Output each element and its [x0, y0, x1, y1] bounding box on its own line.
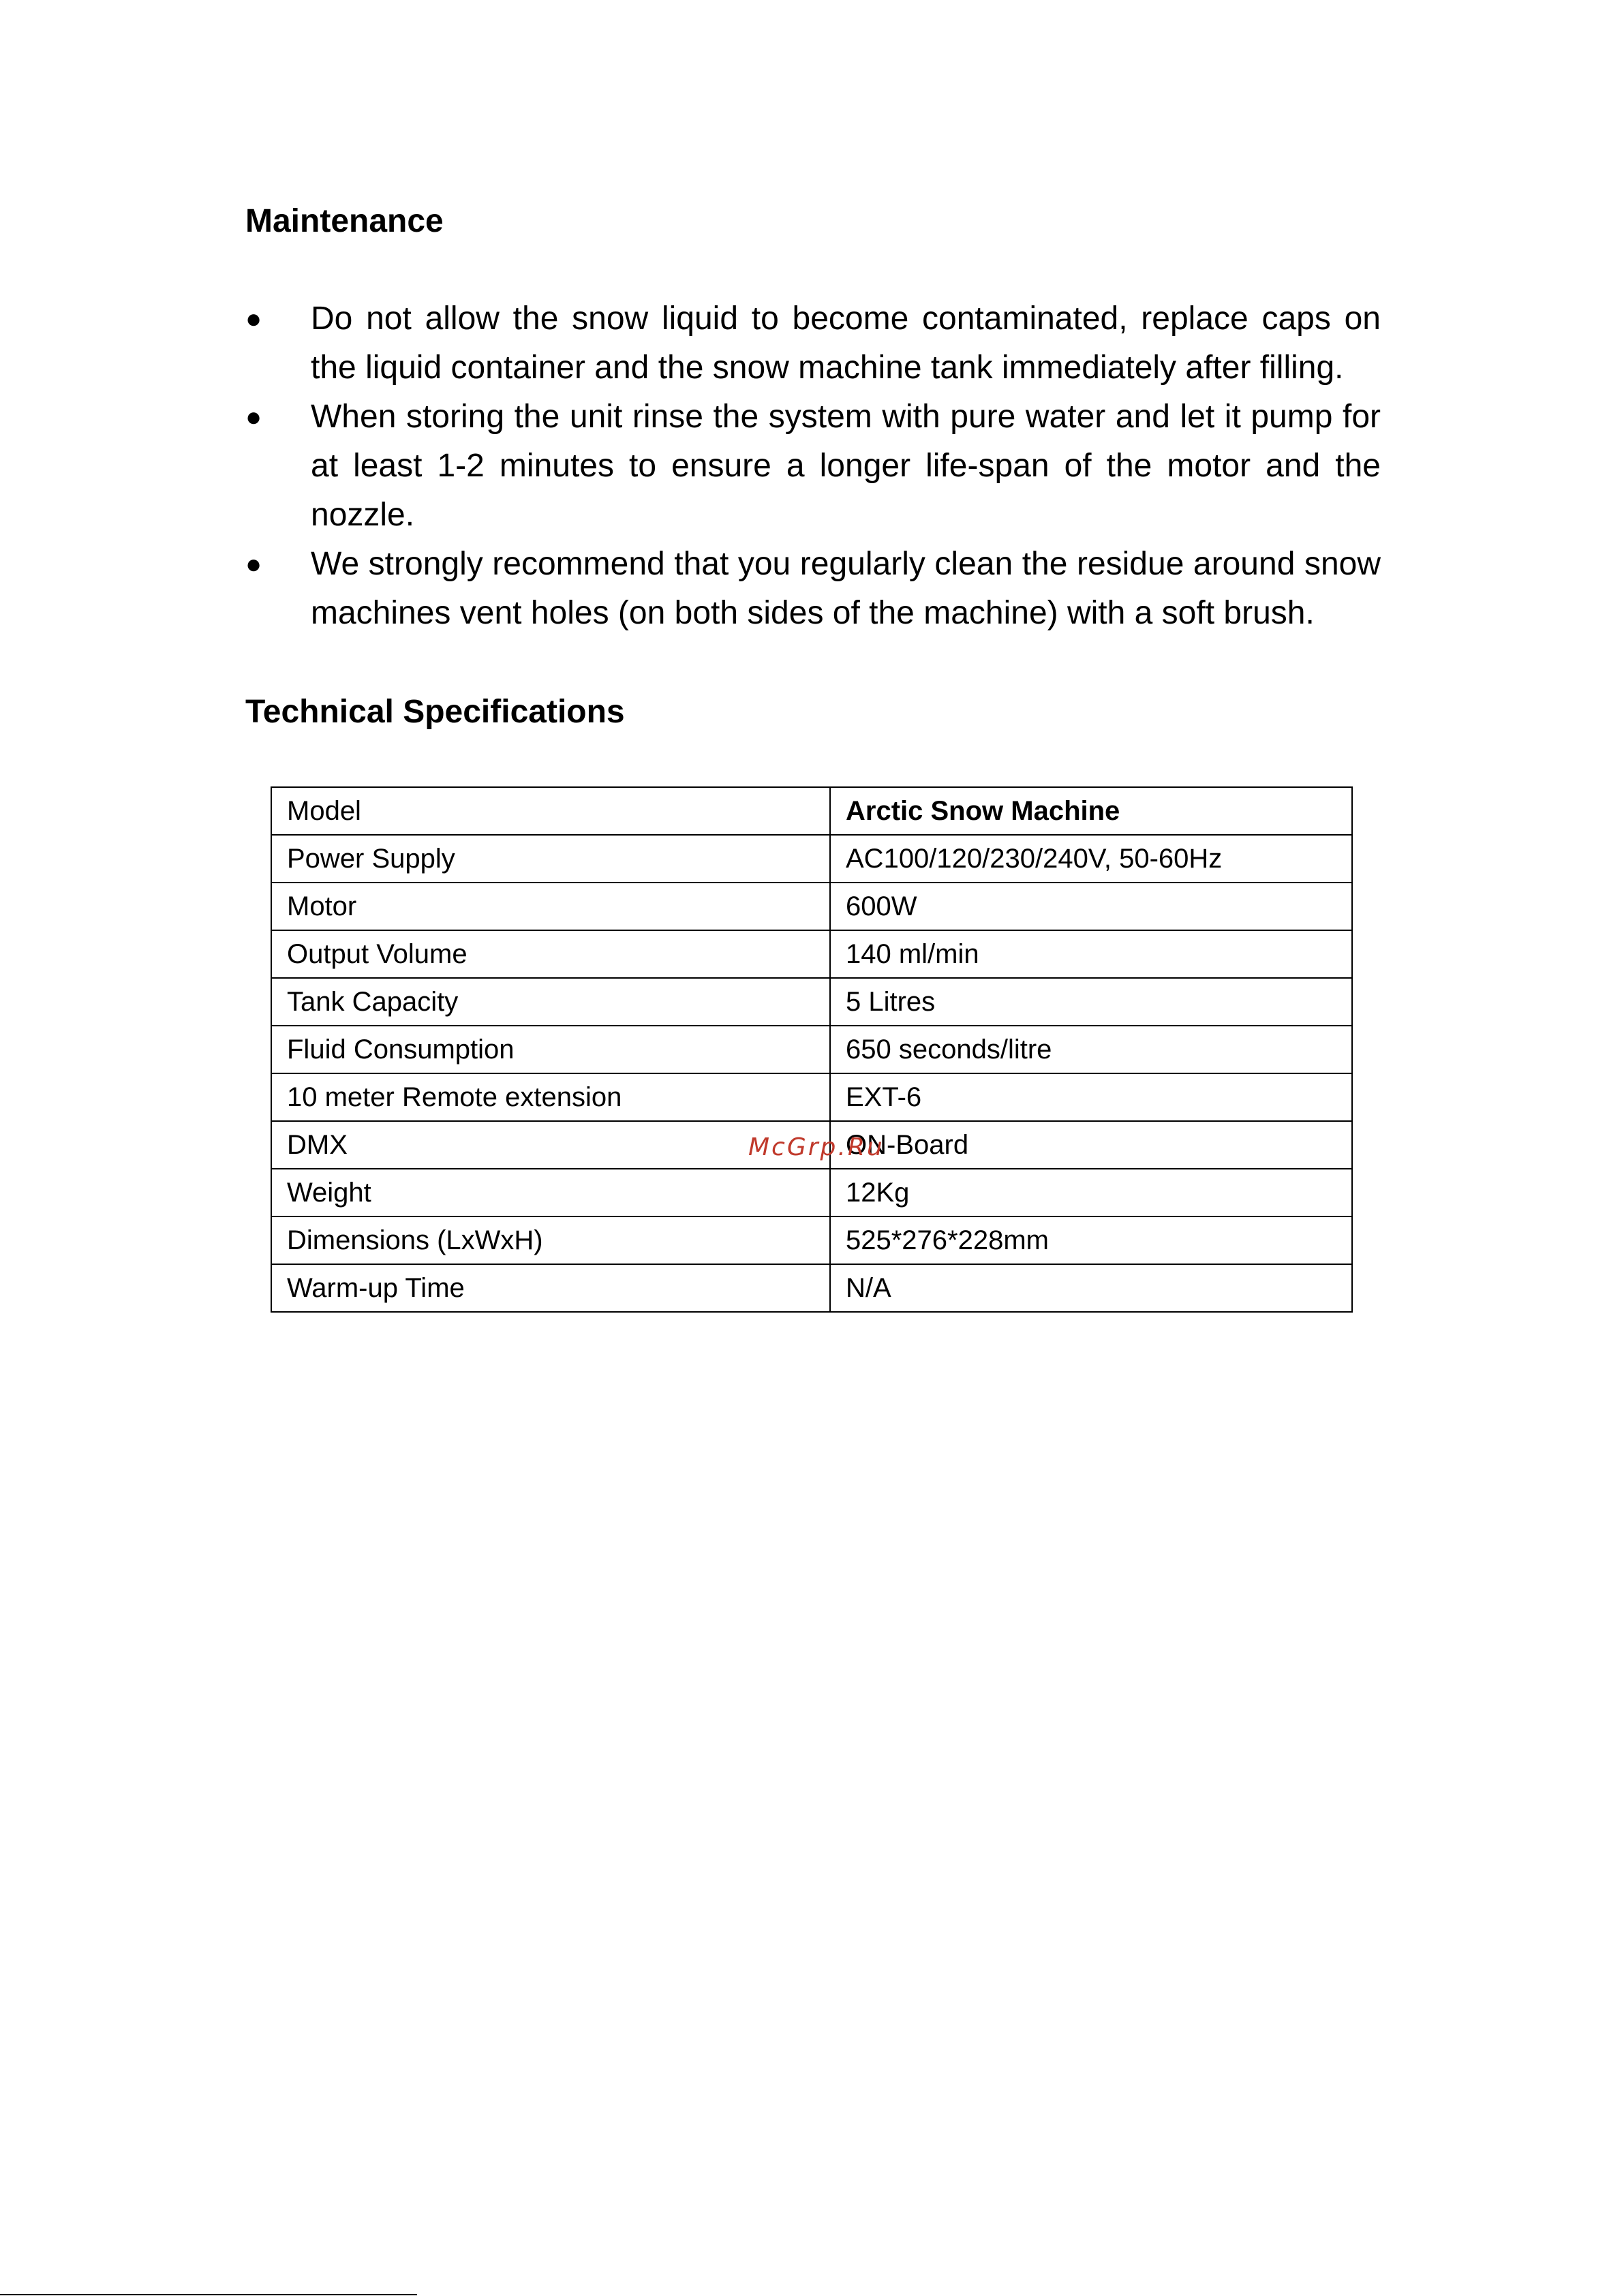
table-row: [271, 883, 1352, 930]
table-row: [271, 1264, 1352, 1312]
table-row: [271, 787, 1352, 835]
spec-value: 525*276*228mm: [830, 1216, 1352, 1264]
spec-label: Tank Capacity: [271, 978, 830, 1026]
spec-value: EXT-6: [830, 1073, 1352, 1121]
spec-label: Dimensions (LxWxH): [271, 1216, 830, 1264]
bullet-text: When storing the unit rinse the system with pure water and let it pump for at least 1-2 minutes to ensure a longer life-span of the motor and the nozzle.: [311, 399, 1381, 533]
watermark: McGrp.Ru: [748, 1133, 885, 1161]
spec-value: 5 Litres: [830, 978, 1352, 1026]
table-row: [271, 1169, 1352, 1216]
table-row: [271, 835, 1352, 883]
spec-label: Model: [271, 787, 830, 835]
table-row: [271, 930, 1352, 978]
bullet-icon: ●: [245, 304, 262, 334]
spec-value: Arctic Snow Machine: [830, 787, 1352, 835]
specifications-table: [271, 786, 1353, 1313]
bullet-text: Do not allow the snow liquid to become contaminated, replace caps on the liquid container and the snow machine tank immediately after filling.: [311, 301, 1381, 386]
bullet-text: We strongly recommend that you regularly clean the residue around snow machines vent holes (on both sides of the machine) with a soft brush.: [311, 546, 1381, 631]
footer-divider: [0, 2294, 417, 2295]
table-row: [271, 978, 1352, 1026]
list-item: [245, 540, 1381, 638]
spec-label: Motor: [271, 883, 830, 930]
spec-value: 140 ml/min: [830, 930, 1352, 978]
spec-value: 650 seconds/litre: [830, 1026, 1352, 1073]
bullet-icon: ●: [245, 402, 262, 432]
specifications-heading: Technical Specifications: [245, 694, 625, 730]
table-row: [271, 1073, 1352, 1121]
spec-label: Weight: [271, 1169, 830, 1216]
spec-label: DMX: [271, 1121, 830, 1169]
list-item: [245, 393, 1381, 540]
maintenance-heading: Maintenance: [245, 203, 444, 239]
spec-label: Fluid Consumption: [271, 1026, 830, 1073]
maintenance-list: [245, 294, 1381, 638]
spec-label: Warm-up Time: [271, 1264, 830, 1312]
table-row: [271, 1026, 1352, 1073]
spec-value: 600W: [830, 883, 1352, 930]
table-row: [271, 1216, 1352, 1264]
spec-label: Power Supply: [271, 835, 830, 883]
spec-value: N/A: [830, 1264, 1352, 1312]
spec-value: ON-Board: [830, 1121, 1352, 1169]
list-item: [245, 294, 1381, 393]
spec-value: 12Kg: [830, 1169, 1352, 1216]
spec-label: Output Volume: [271, 930, 830, 978]
spec-label: 10 meter Remote extension: [271, 1073, 830, 1121]
bullet-icon: ●: [245, 549, 262, 579]
spec-value: AC100/120/230/240V, 50-60Hz: [830, 835, 1352, 883]
